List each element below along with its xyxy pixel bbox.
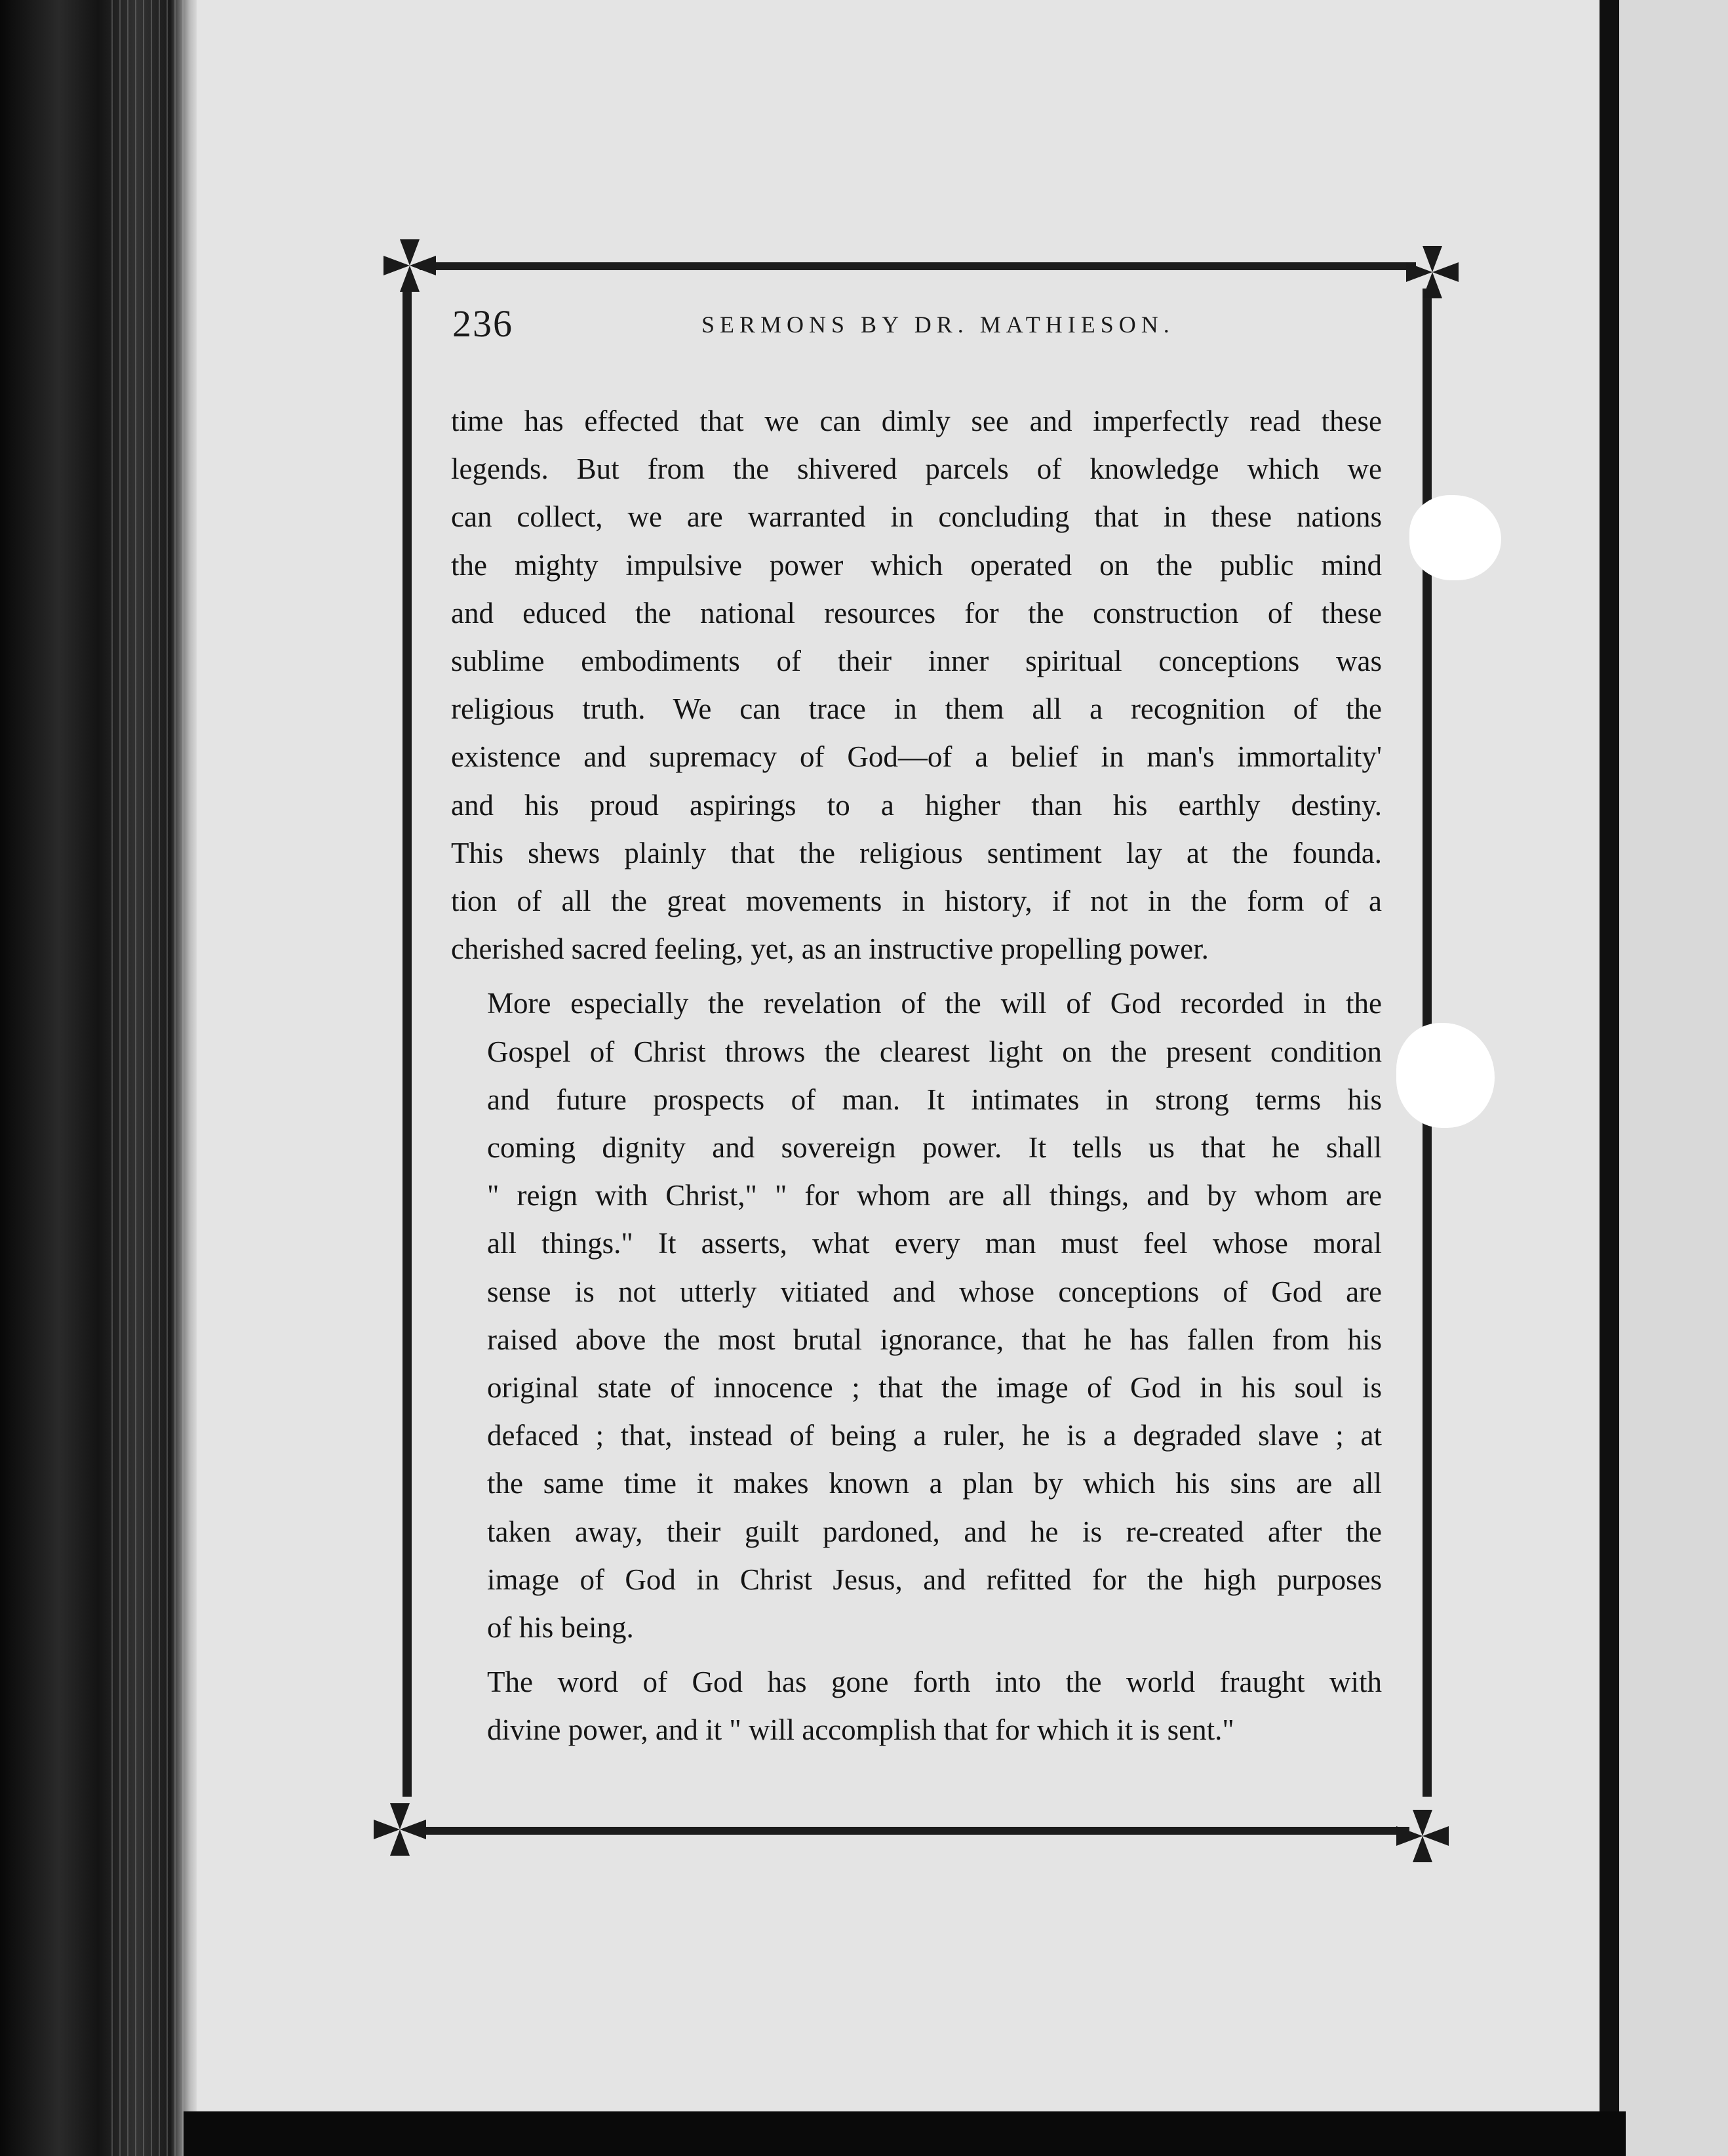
text-line: can collect, we are warranted in concluding that in these nations	[451, 500, 1382, 534]
text-line: the same time it makes known a plan by which his sins are all	[487, 1467, 1382, 1500]
text-line: The word of God has gone forth into the world fraught with	[487, 1666, 1382, 1699]
running-head	[452, 302, 1383, 354]
text-line: and educed the national resources for the construction of these	[451, 596, 1382, 629]
paragraph	[451, 397, 1382, 973]
next-page-edge	[1619, 0, 1728, 2156]
frame-bottom-rule	[420, 1827, 1409, 1835]
paragraph	[451, 980, 1382, 1652]
text-line: tion of all the great movements in history, if not in the form of a	[451, 885, 1382, 918]
text-line: " reign with Christ," " for whom are all things, and by whom are	[487, 1179, 1382, 1212]
text-line: the mighty impulsive power which operated on the public mind	[451, 548, 1382, 582]
text-line: sublime embodiments of their inner spiritual conceptions was	[451, 645, 1382, 678]
frame-left-rule	[403, 289, 412, 1797]
text-line: legends. But from the shivered parcels of knowledge which we	[451, 452, 1382, 486]
paper-damage-spot	[1409, 495, 1501, 580]
text-line: religious truth. We can trace in them all a recognition of the	[451, 692, 1382, 726]
text-line: of his being.	[487, 1611, 634, 1645]
text-line: existence and supremacy of God—of a belief in man's immortality'	[451, 740, 1382, 774]
frame-top-rule	[420, 262, 1416, 270]
book-spine	[0, 0, 197, 2156]
text-line: taken away, their guilt pardoned, and he is re-created after the	[487, 1515, 1382, 1548]
text-line: and future prospects of man. It intimates in strong terms his	[487, 1083, 1382, 1116]
paragraph	[451, 1658, 1382, 1754]
text-line: raised above the most brutal ignorance, that he has fallen from his	[487, 1323, 1382, 1356]
text-line: divine power, and it " will accomplish that for which it is sent."	[487, 1713, 1234, 1747]
running-title: SERMONS BY DR. MATHIESON.	[701, 311, 1175, 338]
body-text	[451, 397, 1382, 1755]
text-line: all things." It asserts, what every man must feel whose moral	[487, 1227, 1382, 1260]
page-edges	[111, 0, 190, 2156]
text-line: and his proud aspirings to a higher than his earthly destiny.	[451, 788, 1382, 822]
text-line: defaced ; that, instead of being a ruler, he is a degraded slave ; at	[487, 1419, 1382, 1452]
corner-cross-icon	[370, 1800, 429, 1859]
page-number: 236	[452, 302, 513, 345]
text-line: This shews plainly that the religious sentiment lay at the founda.	[451, 836, 1382, 869]
text-line: coming dignity and sovereign power. It tells us that he shall	[487, 1131, 1382, 1165]
paper-damage-spot	[1396, 1023, 1495, 1128]
text-line: cherished sacred feeling, yet, as an instructive propelling power.	[451, 932, 1209, 966]
corner-cross-icon	[380, 236, 439, 295]
text-line: time has effected that we can dimly see and imperfectly read these	[451, 405, 1382, 437]
text-line: image of God in Christ Jesus, and refitted for the high purposes	[487, 1563, 1382, 1596]
corner-cross-icon	[1393, 1807, 1452, 1866]
text-line: original state of innocence ; that the image of God in his soul is	[487, 1371, 1382, 1405]
text-line: Gospel of Christ throws the clearest light on the present condition	[487, 1035, 1382, 1068]
bottom-shadow	[184, 2111, 1626, 2156]
text-line: sense is not utterly vitiated and whose conceptions of God are	[487, 1275, 1382, 1308]
corner-cross-icon	[1403, 243, 1462, 302]
text-line: More especially the revelation of the will of God recorded in the	[487, 987, 1382, 1020]
